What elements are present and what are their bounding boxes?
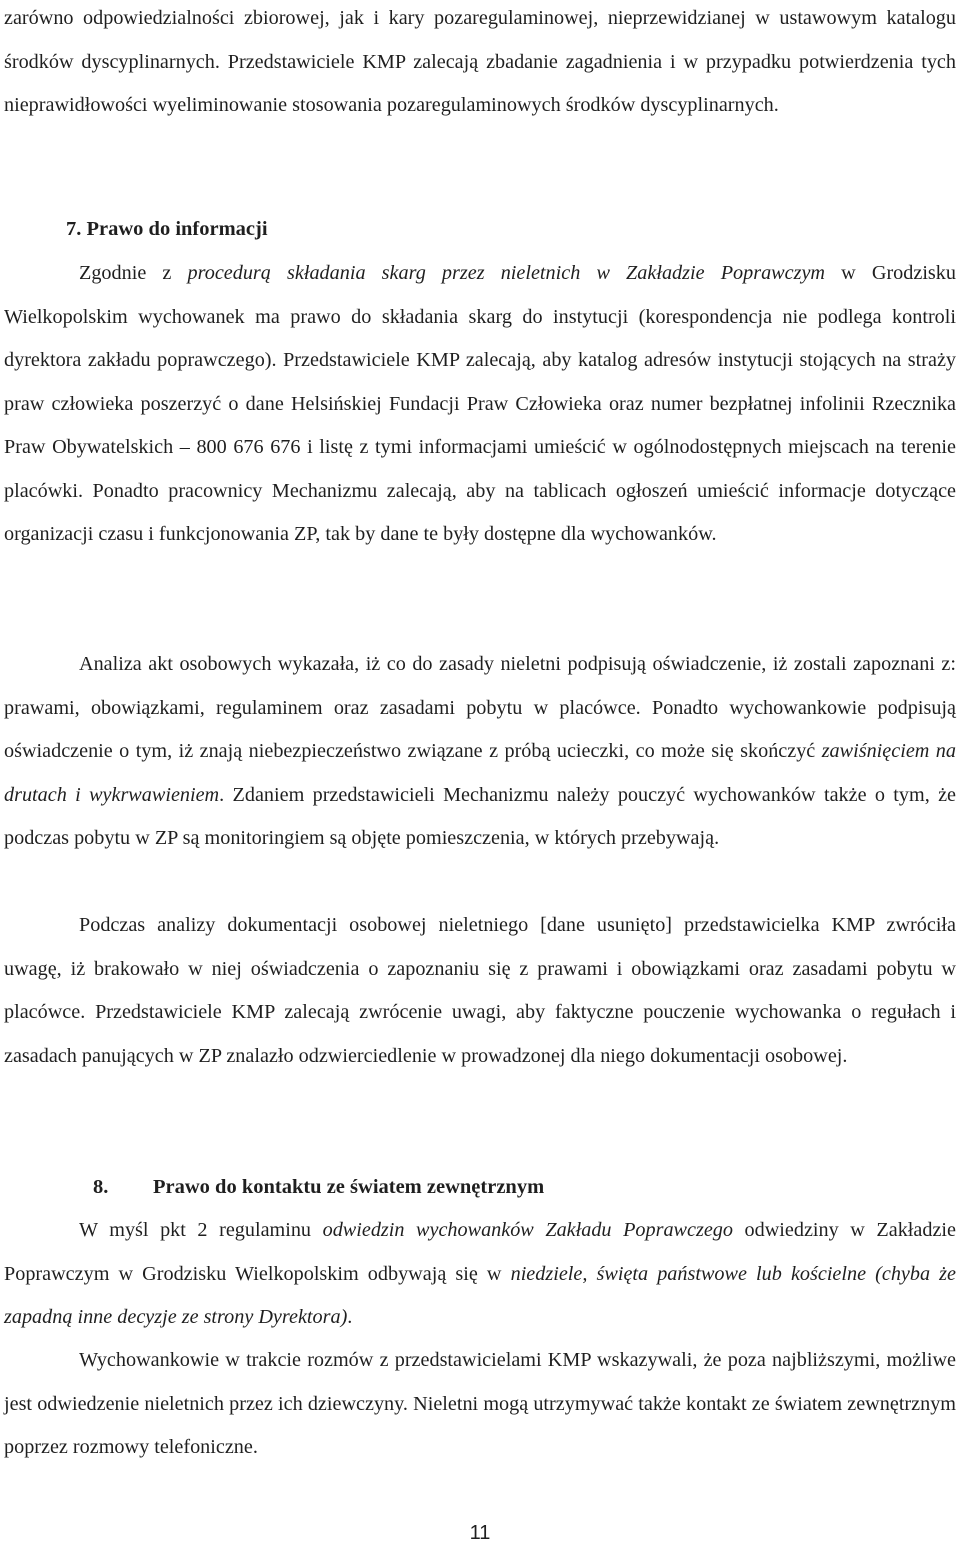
paragraph-text: w Grodzisku Wielkopolskim wychowanek ma prawo do składania skarg do instytucji (korespondencja nie podlega kontroli dyrektora zakładu poprawczego). Przedstawiciele KMP zalecają, aby katalog adresów instytucji stojących na straży praw człowieka poszerzyć o dane Helsińskiej Fundacji Praw Człowieka oraz numer bezpłatnej infolinii Rzecznika Praw Obywatelskich – 800 676 676 i listę z tymi informacjami umieścić w ogólnodostępnych miejscach na terenie placówki. Ponadto pracownicy Mechanizmu zalecają, aby na tablicach ogłoszeń umieścić informacje dotyczące organizacji czasu i funkcjonowania ZP, tak by dane te były dostępne dla wychowanków. [4, 262, 956, 545]
paragraph-visiting-rules [4, 1209, 956, 1340]
paragraph-text: . [347, 1306, 353, 1328]
paragraph-text: Analiza akt osobowych wykazała, iż co do zasady nieletni podpisują oświadczenie, iż zostali zapoznani z: prawami, obowiązkami, regulaminem oraz zasadami pobytu w placówce. Ponadto wychowankowie podpisują oświadczenie o tym, iż znają niebezpieczeństwo związane z próbą ucieczki, co może się skończyć [4, 653, 956, 762]
paragraph-text: . Zdaniem przedstawicieli Mechanizmu należy pouczyć wychowanków także o tym, że podczas pobytu w ZP są monitoringiem są objęte pomieszczenia, w których przebywają. [4, 783, 956, 849]
section-number: 8. [93, 1176, 109, 1198]
section-heading-contact-outside-world [93, 1166, 544, 1209]
paragraph-italic-text: niedziele, święta państwowe lub kościelne (chyba że zapadną inne decyzje ze strony Dyrektora) [4, 1262, 956, 1328]
page-number: 11 [469, 1522, 491, 1544]
paragraph-italic-text: zawiśnięciem na drutach i wykrwawieniem [4, 740, 956, 806]
paragraph-documentation-review: Podczas analizy dokumentacji osobowej nieletniego [dane usunięto] przedstawicielka KMP zwróciła uwagę, iż brakowało w niej oświadczenia o zapoznaniu się z prawami i obowiązkami oraz zasadami pobytu w placówce. Przedstawiciele KMP zalecają zwrócenie uwagi, aby faktyczne pouczenie wychowanka o regułach i zasadach panujących w ZP znalazło odzwierciedlenie w prowadzonej dla niego dokumentacji osobowej. [4, 914, 956, 1067]
paragraph-text: odwiedziny w Zakładzie Poprawczym w Grodzisku Wielkopolskim odbywają się w [4, 1219, 956, 1285]
paragraph-text: W myśl pkt 2 regulaminu [79, 1219, 323, 1241]
section-title: Prawo do kontaktu ze światem zewnętrznym [153, 1176, 545, 1198]
paragraph-complaint-procedure [4, 252, 956, 557]
paragraph-text: Zgodnie z [79, 262, 188, 284]
paragraph-visits-and-phone-contact: Wychowankowie w trakcie rozmów z przedstawicielami KMP wskazywali, że poza najbliższymi, możliwe jest odwiedzenie nieletnich przez ich dziewczyny. Nieletni mogą utrzymywać także kontakt ze światem zewnętrznym poprzez rozmowy telefoniczne. [4, 1349, 956, 1458]
paragraph-disciplinary-measures: zarówno odpowiedzialności zbiorowej, jak i kary pozaregulaminowej, nieprzewidzianej w ustawowym katalogu środków dyscyplinarnych. Przedstawiciele KMP zalecają zbadanie zagadnienia i w przypadku potwierdzenia tych nieprawidłowości wyeliminowanie stosowania pozaregulaminowych środków dyscyplinarnych. [4, 7, 956, 116]
section-heading-right-to-information: 7. Prawo do informacji [66, 218, 268, 240]
paragraph-italic-text: odwiedzin wychowanków Zakładu Poprawczego [322, 1219, 733, 1241]
paragraph-italic-text: procedurą składania skarg przez nieletnich w Zakładzie Poprawczym [187, 262, 825, 284]
paragraph-personal-files-analysis [4, 643, 956, 861]
